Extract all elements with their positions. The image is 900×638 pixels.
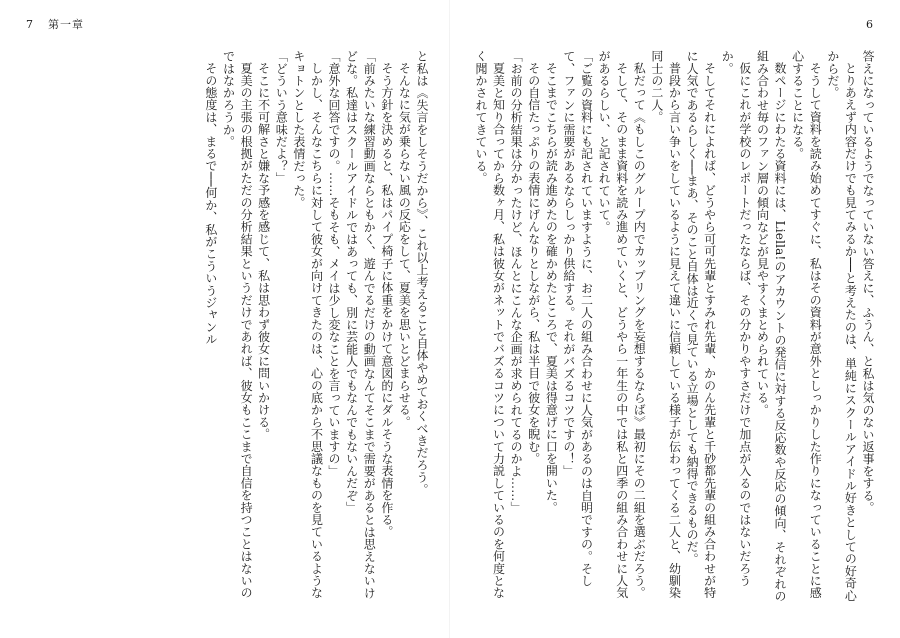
left-page-number: 7 [26, 18, 34, 31]
paragraph: そしてそれによれば、どうやら可可先輩とすみれ先輩、かのん先輩と千砂都先輩の組み合わせが特に人気であるらしく──まあ、そのこと自体は近くで見ている立場としても納得できるものだ。 [685, 50, 717, 599]
dialogue-line: 「意外な回答ですの。……そもそも、メイは少し変なことを言っていますの」 [327, 50, 342, 477]
chapter-title: 第一章 [48, 18, 84, 31]
dialogue-line: 「ご覧の資料にも記されていますように、お二人の組み合わせに人気があるのは自明ですの。そして、ファンに需要があるならしっかり供給する。それがバズるコツですの！」 [561, 50, 594, 587]
paragraph: とりあえず内容だけでも見てみるか──と考えたのは、単純にスクールアイドル好きとしての好奇心からだ。 [825, 50, 858, 602]
paragraph: そうして資料を読み始めてすぐに、私はその資料が意外としっかりした作りになっていることに感心することになる。 [790, 50, 823, 599]
paragraph: 普段から言い争いをしているように見えて違いに信頼している様子が伝わってくる二人と、幼馴染同士の二人。 [649, 50, 682, 599]
right-page-body [474, 50, 876, 610]
paragraph: 答えになっているようでなっていない答えに、ふうん、と私は気のない返事をする。 [861, 50, 875, 514]
left-page-header [26, 18, 84, 32]
paragraph: 数ページにわたる資料には、Liella!のアカウントの発信に対する反応数や反応の傾向、それぞれの組み合わせ毎のファン層の傾向などが見やすくまとめられている。 [755, 50, 788, 603]
right-page [450, 0, 900, 638]
paragraph: そう方針を決めると、私はパイプ椅子に体重をかけて意図的にダルそうな表情を作る。 [379, 62, 394, 538]
dialogue-line: 「お前の分析結果は分かったけど、ほんとにこんな企画が求められてるのかよ……」 [509, 50, 524, 514]
dialogue-line: 「どういう意味だよ？」 [274, 50, 289, 185]
paragraph: しかし、そんなこちらに対して彼女が向けてきたのは、心の底から不思議なものを見ているようなキョトンとした表情だった。 [291, 50, 324, 599]
paragraph: 夏美と知り合ってから数ヶ月、私は彼女がネットでバズるコツについて力説しているのを何度となく聞かされてきている。 [474, 50, 506, 599]
paragraph: その態度は、まるで──何か、私がこういうジャンル [203, 62, 218, 346]
paragraph: そこまでこちらが読み進めたのを確かめたところで、夏美は得意げに口を開いた。 [544, 62, 559, 514]
paragraph: そんなに気が乗らない風の反応をして、夏美を思いとどまらせる。 [397, 62, 412, 428]
paragraph: そこに不可解さと嫌な予感を感じて、私は思わず彼女に問いかける。 [256, 62, 271, 441]
paragraph: 私だって《もしこのグループ内でカップリングを妄想するならば》最初にその二組を選ぶだろう。 [632, 62, 647, 599]
left-page-body [26, 50, 430, 610]
paragraph: そして、そのまま資料を読み進めていくと、どうやら一年生の中では私と四季の組み合わせに人気があるらしい、と記されていて。 [597, 50, 629, 599]
right-page-header [866, 18, 874, 32]
dialogue-line: 「前みたいな練習動画ならともかく、遊んでるだけの動画なんてそこまで需要があるとは思えないけどな。私達はスクールアイドルではあっても、別に芸能人でもなんでもないんだぞ」 [344, 50, 377, 599]
paragraph: と私は《失言をしそうだから》、これ以上考えること自体やめておくべきだろう。 [415, 50, 429, 496]
paragraph: 夏美の主張の根拠がただの分析結果というだけであれば、彼女もここまで自信を持つことはないのではなかろうか。 [221, 50, 254, 599]
paragraph: その自信たっぷりの表情にげんなりとしながら、私は半目で彼女を睨む。 [526, 62, 541, 465]
right-page-number: 6 [866, 18, 874, 31]
paragraph: 仮にこれが学校のレポートだったならば、その分かりやすさだけで加点が入るのではないだろうか。 [720, 50, 752, 587]
